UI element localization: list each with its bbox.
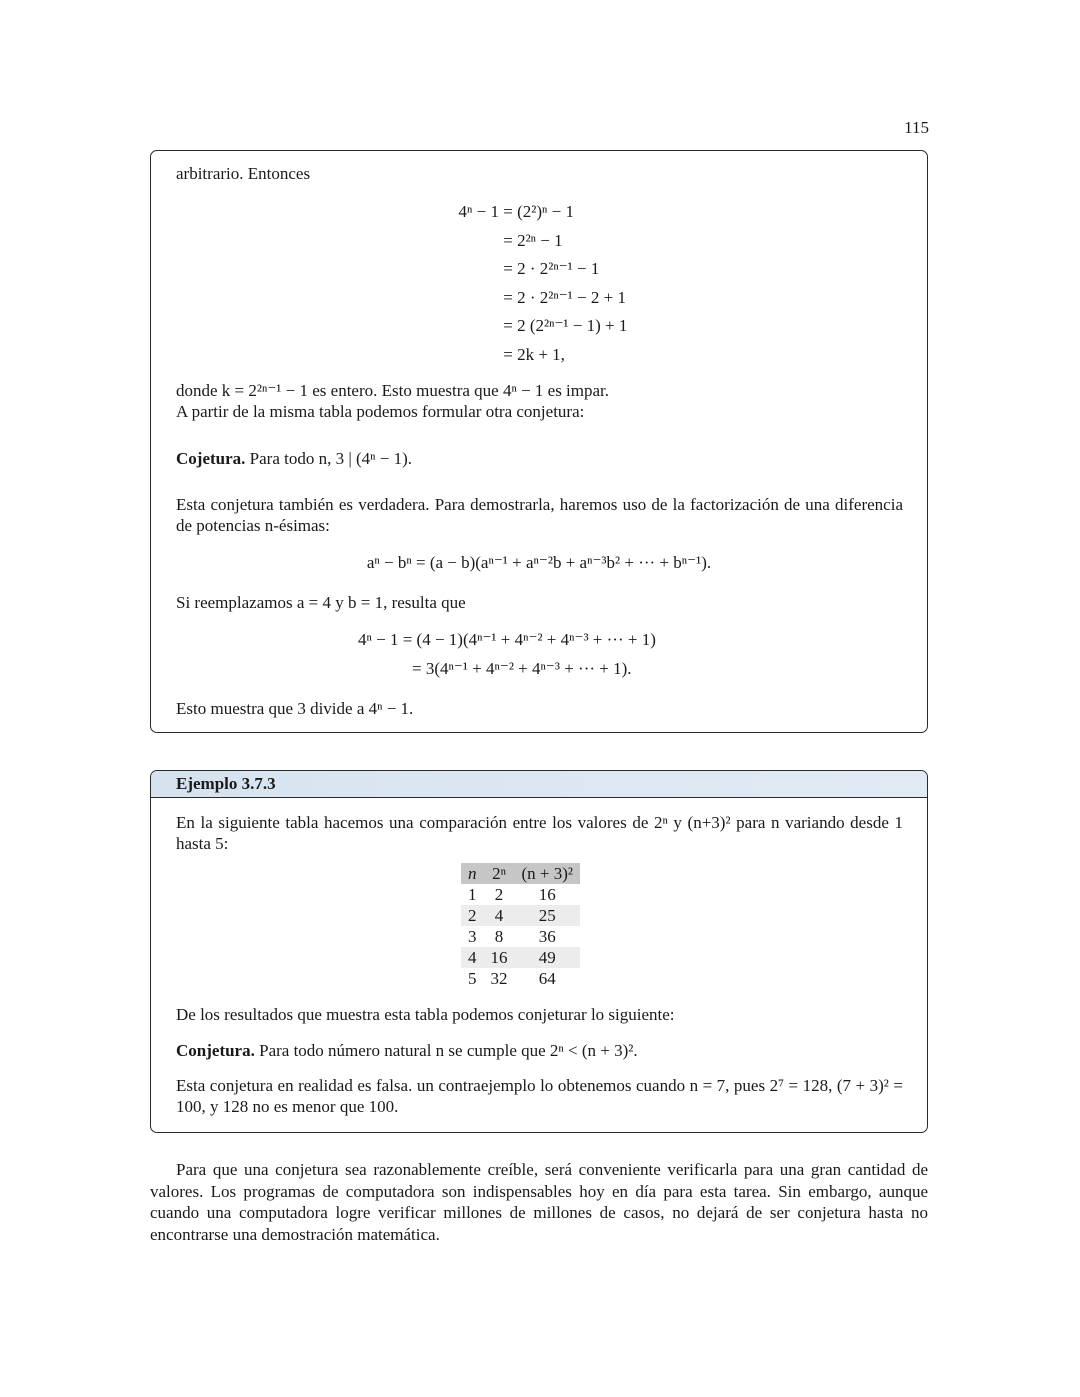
- derivation-equations: [437, 198, 627, 369]
- proof-box: [150, 150, 928, 733]
- derivation-row: = 2 · 2²ⁿ⁻¹ − 2 + 1: [503, 287, 626, 307]
- factorization-equation: aⁿ − bⁿ = (a − b)(aⁿ⁻¹ + aⁿ⁻²b + aⁿ⁻³b² + ··· + bⁿ⁻¹).: [366, 553, 712, 572]
- conclusion-line-2: A partir de la misma tabla podemos formular otra conjetura:: [176, 402, 585, 421]
- column-header: 2ⁿ: [492, 864, 506, 883]
- conjecture-label: Conjetura.: [176, 1041, 255, 1060]
- example-title: Ejemplo 3.7.3: [151, 771, 927, 798]
- column-header: n: [468, 864, 477, 883]
- page-number: 115: [904, 118, 929, 137]
- table-row: 3 8 36: [468, 927, 556, 946]
- substitution-text: Si reemplazamos a = 4 y b = 1, resulta que: [176, 593, 466, 612]
- closing-paragraph: Para que una conjetura sea razonablemente creíble, será conveniente verificarla para una gran cantidad de valores. Los programas de computadora son indispensables hoy en día para esta tarea. Sin embargo, aunque cuando una computadora logre verificar millones de millones de casos, no dejará de ser conjetura hasta no encontrarse una demostración matemática.: [150, 1160, 928, 1244]
- conjecture-statement: [176, 1040, 903, 1061]
- derivation-row: = 2k + 1,: [503, 344, 565, 364]
- comparison-table: [461, 863, 580, 989]
- final-statement: Esto muestra que 3 divide a 4ⁿ − 1.: [176, 699, 414, 718]
- factorization-paragraph: Esta conjetura también es verdadera. Para demostrarla, haremos uso de la factorización de una diferencia de potencias n-ésimas:: [176, 495, 903, 535]
- substitution-equation-1: 4ⁿ − 1 = (4 − 1)(4ⁿ⁻¹ + 4ⁿ⁻² + 4ⁿ⁻³ + ··· + 1): [358, 630, 656, 649]
- table-header-row: [461, 863, 580, 884]
- after-table-text: De los resultados que muestra esta tabla podemos conjeturar lo siguiente:: [176, 1005, 675, 1024]
- table-row: 5 32 64: [468, 969, 556, 988]
- conjecture-text: Para todo n, 3 | (4ⁿ − 1).: [245, 449, 413, 468]
- derivation-row: = 2 · 2²ⁿ⁻¹ − 1: [503, 259, 600, 278]
- conclusion-line-1: donde k = 2²ⁿ⁻¹ − 1 es entero. Esto muestra que 4ⁿ − 1 es impar.: [176, 381, 610, 400]
- table-row: 4 16 49: [461, 947, 580, 968]
- example-box: [150, 770, 928, 1133]
- conjecture-label: Cojetura.: [176, 449, 246, 468]
- derivation-row: 4ⁿ − 1 = (2²)ⁿ − 1: [458, 202, 574, 221]
- table-row: 2 4 25: [461, 905, 580, 926]
- counterexample-text: Esta conjetura en realidad es falsa. un contraejemplo lo obtenemos cuando n = 7, pues 2⁷ = 128, (7 + 3)² = 100, y 128 no es menor que 100.: [176, 1076, 903, 1116]
- derivation-row: = 2²ⁿ − 1: [503, 230, 563, 250]
- derivation-row: = 2 (2²ⁿ⁻¹ − 1) + 1: [503, 316, 628, 335]
- conjecture-statement: [176, 448, 903, 469]
- conjecture-text: Para todo número natural n se cumple que 2ⁿ < (n + 3)².: [254, 1041, 638, 1060]
- substitution-equation-2: = 3(4ⁿ⁻¹ + 4ⁿ⁻² + 4ⁿ⁻³ + ··· + 1).: [412, 659, 632, 678]
- example-intro: En la siguiente tabla hacemos una comparación entre los valores de 2ⁿ y (n+3)² para n variando desde 1 hasta 5:: [176, 813, 903, 853]
- column-header: (n + 3)²: [521, 864, 574, 883]
- table-row: 1 2 16: [468, 885, 556, 904]
- intro-text: arbitrario. Entonces: [176, 164, 311, 183]
